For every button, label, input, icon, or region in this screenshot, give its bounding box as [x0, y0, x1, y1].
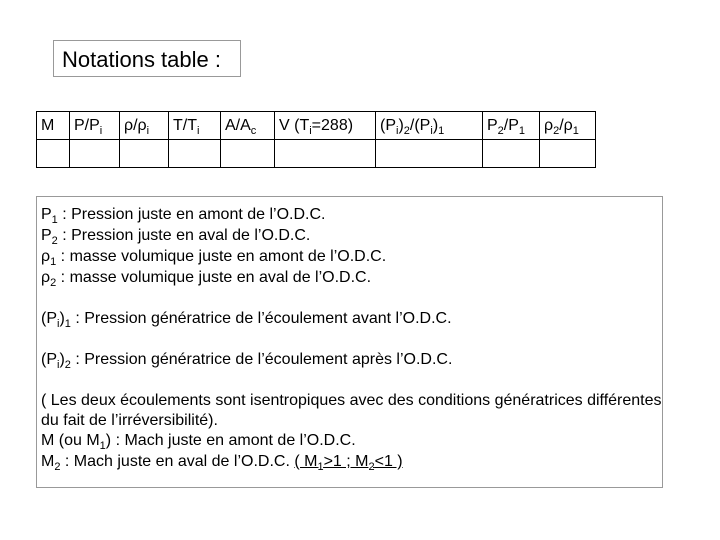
- header-cell-rho-ratio: $\rho/\rho_i$: [120, 112, 169, 140]
- note-p1: $P_1$ : Pression juste en amont de l’O.D.C.: [41, 206, 326, 226]
- table-cell: [169, 140, 221, 168]
- header-cell-p-ratio: $P/P_i$: [70, 112, 120, 140]
- table-header-row: [37, 112, 596, 140]
- table-cell: [540, 140, 596, 168]
- header-cell-rho2-rho1: $\rho_2/\rho_1$: [540, 112, 596, 140]
- table-cell: [483, 140, 540, 168]
- header-cell-pi-ratio: $(P_i)_2/(P_i)_1$: [376, 112, 483, 140]
- note-p2: $P_2$ : Pression juste en aval de l’O.D.C.: [41, 227, 311, 247]
- table-empty-row: [37, 140, 596, 168]
- note-pi1: $(P_i)_1$ : Pression génératrice de l’écoulement avant l’O.D.C.: [41, 310, 452, 330]
- notes-box: [36, 196, 663, 488]
- header-cell-velocity: V $(T_i=288)$: [275, 112, 376, 140]
- table-cell: [376, 140, 483, 168]
- note-rho1: $\rho_1$ : masse volumique juste en amont de l’O.D.C.: [41, 248, 387, 268]
- note-rho2: $\rho_2$ : masse volumique juste en aval de l’O.D.C.: [41, 269, 372, 289]
- table-cell: [221, 140, 275, 168]
- note-pi2: $(P_i)_2$ : Pression génératrice de l’écoulement après l’O.D.C.: [41, 351, 453, 371]
- note-m1: M (ou $M_1$) : Mach juste en amont de l’O.D.C.: [41, 432, 356, 452]
- header-cell-p2-p1: $P_2/P_1$: [483, 112, 540, 140]
- header-cell-m: M: [37, 112, 70, 140]
- notations-title: Notations table :: [53, 40, 241, 77]
- notations-table: [36, 111, 596, 168]
- mach-condition: ( $M_1>1$ ; $M_2<1$ ): [294, 453, 403, 473]
- table-cell: [120, 140, 169, 168]
- note-isentropic: ( Les deux écoulements sont isentropiques avec des conditions génératrices différentes du fait de l’irréversibilité).: [41, 392, 662, 429]
- note-m2: $M_2$ : Mach juste en aval de l’O.D.C. ( $M_1>1$ ; $M_2<1$ ): [41, 453, 403, 473]
- table-cell: [37, 140, 70, 168]
- table-cell: [70, 140, 120, 168]
- header-cell-t-ratio: $T/T_i$: [169, 112, 221, 140]
- header-cell-area-ratio: $A/A_c$: [221, 112, 275, 140]
- table-cell: [275, 140, 376, 168]
